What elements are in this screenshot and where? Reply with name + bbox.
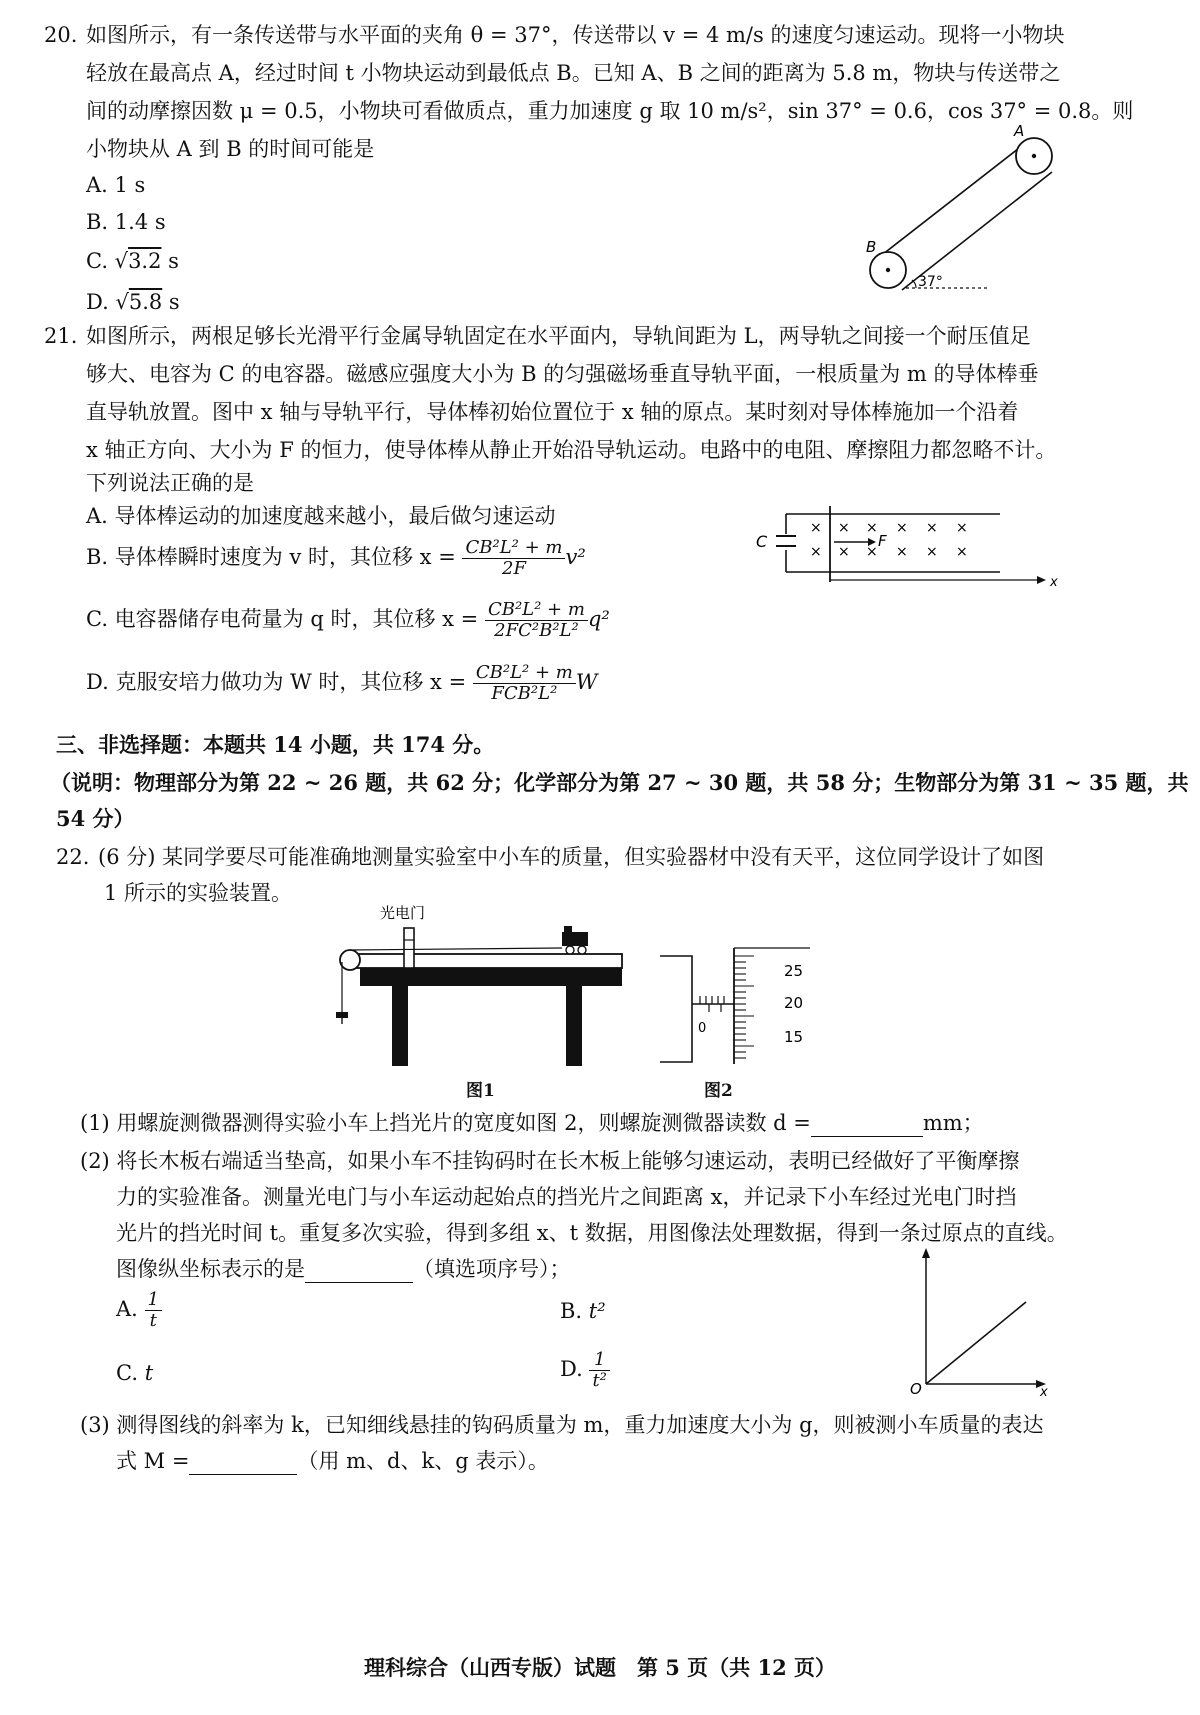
photogate-label: 光电门 xyxy=(380,904,426,922)
answer-blank-axis[interactable] xyxy=(305,1256,413,1283)
q20-option-d: D. √5.8 s xyxy=(86,290,180,314)
q22-stem-line-2: 1 所示的实验装置。 xyxy=(104,881,293,905)
q21-option-c: C. 电容器储存电荷量为 q 时，其位移 x = $\frac{\text{CB²L² + m}}{\text{2FC²B²L²}}$ q² xyxy=(86,599,610,641)
table-top xyxy=(360,968,622,986)
thimble-tick-20: 20 xyxy=(784,994,804,1012)
answer-blank-mass[interactable] xyxy=(189,1448,297,1475)
cart xyxy=(562,932,588,946)
q20-stem-line-1: 如图所示，有一条传送带与水平面的夹角 θ = 37°，传送带以 v = 4 m/s 的速度匀速运动。现将一小物块 xyxy=(86,23,1065,47)
q21-option-b: B. 导体棒瞬时速度为 v 时，其位移 x = $\frac{\text{CB²L² + m}}{2F}$ v² xyxy=(86,537,586,579)
q20-option-c: C. √3.2 s xyxy=(86,249,179,273)
x-axis-label: x xyxy=(1050,575,1058,590)
q21-option-a: A. 导体棒运动的加速度越来越小，最后做匀速运动 xyxy=(86,504,556,528)
long-board xyxy=(354,954,622,968)
q20-number: 20. xyxy=(44,23,78,47)
q22-part-3-line-1: (3) 测得图线的斜率为 k，已知细线悬挂的钩码质量为 m，重力加速度大小为 g，则被测小车质量的表达 xyxy=(80,1413,1044,1437)
q22-part-1: (1) 用螺旋测微器测得实验小车上挡光片的宽度如图 2，则螺旋测微器读数 d = mm； xyxy=(80,1111,984,1135)
conveyor-belt-figure xyxy=(860,120,1060,300)
q20-stem-line-3: 间的动摩擦因数 μ = 0.5，小物块可看做质点，重力加速度 g 取 10 m/s²，sin 37° = 0.6，cos 37° = 0.8。则 xyxy=(86,99,1134,123)
force-label: F xyxy=(878,532,887,550)
q22-part-2-line-3: 光片的挡光时间 t。重复多次实验，得到多组 x、t 数据，用图像法处理数据，得到一条过原点的直线。 xyxy=(116,1221,1068,1245)
figure-1-caption: 图1 xyxy=(466,1081,495,1101)
q22-part-2-line-2: 力的实验准备。测量光电门与小车运动起始点的挡光片之间距离 x，并记录下小车经过光电门时挡 xyxy=(116,1185,1017,1209)
origin-label: O xyxy=(910,1380,922,1398)
answer-blank-d[interactable] xyxy=(811,1110,923,1137)
capacitor-label: C xyxy=(756,532,768,551)
svg-text:×: × xyxy=(896,520,908,536)
svg-text:×: × xyxy=(926,520,938,536)
q22-part-2-line-1: (2) 将长木板右端适当垫高，如果小车不挂钩码时在长木板上能够匀速运动，表明已经做好了平衡摩擦 xyxy=(80,1149,1020,1173)
point-b-label: B xyxy=(866,238,877,256)
q20-stem-line-4: 小物块从 A 到 B 的时间可能是 xyxy=(86,137,375,161)
svg-text:×: × xyxy=(926,544,938,560)
q22-part-3-line-2: 式 M = （用 m、d、k、g 表示）。 xyxy=(116,1449,549,1473)
section-3-title: 三、非选择题：本题共 14 小题，共 174 分。 xyxy=(56,732,495,757)
graph-x-label: x xyxy=(1040,1385,1048,1400)
thimble-tick-15: 15 xyxy=(784,1028,804,1046)
experiment-apparatus-figure xyxy=(330,900,640,1080)
q21-stem-line-3: 直导轨放置。图中 x 轴与导轨平行，导体棒初始位置位于 x 轴的原点。某时刻对导体棒施加一个沿着 xyxy=(86,400,1019,424)
q21-stem-line-1: 如图所示，两根足够长光滑平行金属导轨固定在水平面内，导轨间距为 L，两导轨之间接一个耐压值足 xyxy=(86,324,1031,348)
section-3-note-line-2: 54 分） xyxy=(56,806,135,831)
rail-capacitor-figure xyxy=(750,500,1070,600)
svg-text:×: × xyxy=(866,520,878,536)
svg-text:×: × xyxy=(838,520,850,536)
q21-stem-line-4: x 轴正方向、大小为 F 的恒力，使导体棒从静止开始沿导轨运动。电路中的电阻、摩擦阻力都忽略不计。 xyxy=(86,438,1057,462)
choice-d: D. $\frac{1}{\text{t²}}$ xyxy=(560,1350,610,1391)
svg-text:×: × xyxy=(956,544,968,560)
q22-stem-line-1: (6 分) 某同学要尽可能准确地测量实验室中小车的质量，但实验器材中没有天平，这位同学设计了如图 xyxy=(98,845,1045,869)
belt-upper-edge xyxy=(878,138,1032,258)
section-3-note-line-1: （说明：物理部分为第 22 ~ 26 题，共 62 分；化学部分为第 27 ~ 30 题，共 58 分；生物部分为第 31 ~ 35 题，共 xyxy=(50,770,1189,795)
q22-part-2-line-4: 图像纵坐标表示的是 （填选项序号）； xyxy=(116,1257,571,1281)
micrometer-figure xyxy=(650,940,820,1070)
svg-text:×: × xyxy=(866,544,878,560)
svg-text:×: × xyxy=(838,544,850,560)
q21-stem-line-2: 够大、电容为 C 的电容器。磁感应强度大小为 B 的匀强磁场垂直导轨平面，一根质量为 m 的导体棒垂 xyxy=(86,362,1039,386)
choice-a: A. $\frac{1}{t}$ xyxy=(116,1290,162,1331)
sleeve-zero-label: 0 xyxy=(698,1021,707,1036)
q22-number: 22. xyxy=(56,845,90,869)
svg-text:×: × xyxy=(956,520,968,536)
pulley xyxy=(340,950,360,970)
q20-stem-line-2: 轻放在最高点 A，经过时间 t 小物块运动到最低点 B。已知 A、B 之间的距离为 5.8 m，物块与传送带之 xyxy=(86,61,1061,85)
hook-weight xyxy=(336,1012,348,1018)
svg-text:×: × xyxy=(810,520,822,536)
choice-c: C. t xyxy=(116,1361,154,1385)
q20-option-a: A. 1 s xyxy=(86,173,146,197)
photogate xyxy=(404,928,414,968)
choice-b: B. t² xyxy=(560,1299,606,1323)
q20-option-b: B. 1.4 s xyxy=(86,210,166,234)
page-footer: 理科综合（山西专版）试题 第 5 页（共 12 页） xyxy=(363,1655,837,1680)
q21-number: 21. xyxy=(44,324,78,348)
graph-line xyxy=(926,1302,1026,1384)
linear-graph-figure xyxy=(900,1244,1060,1404)
svg-text:×: × xyxy=(896,544,908,560)
svg-text:×: × xyxy=(810,544,822,560)
belt-lower-edge xyxy=(902,172,1052,290)
q21-stem-line-5: 下列说法正确的是 xyxy=(86,471,254,495)
figure-2-caption: 图2 xyxy=(704,1081,733,1101)
thimble-tick-25: 25 xyxy=(784,962,804,980)
point-a-label: A xyxy=(1014,122,1025,140)
angle-label: 37° xyxy=(918,274,943,290)
q21-option-d: D. 克服安培力做功为 W 时，其位移 x = $\frac{\text{CB²L² + m}}{\text{FCB²L²}}$ W xyxy=(86,662,598,704)
